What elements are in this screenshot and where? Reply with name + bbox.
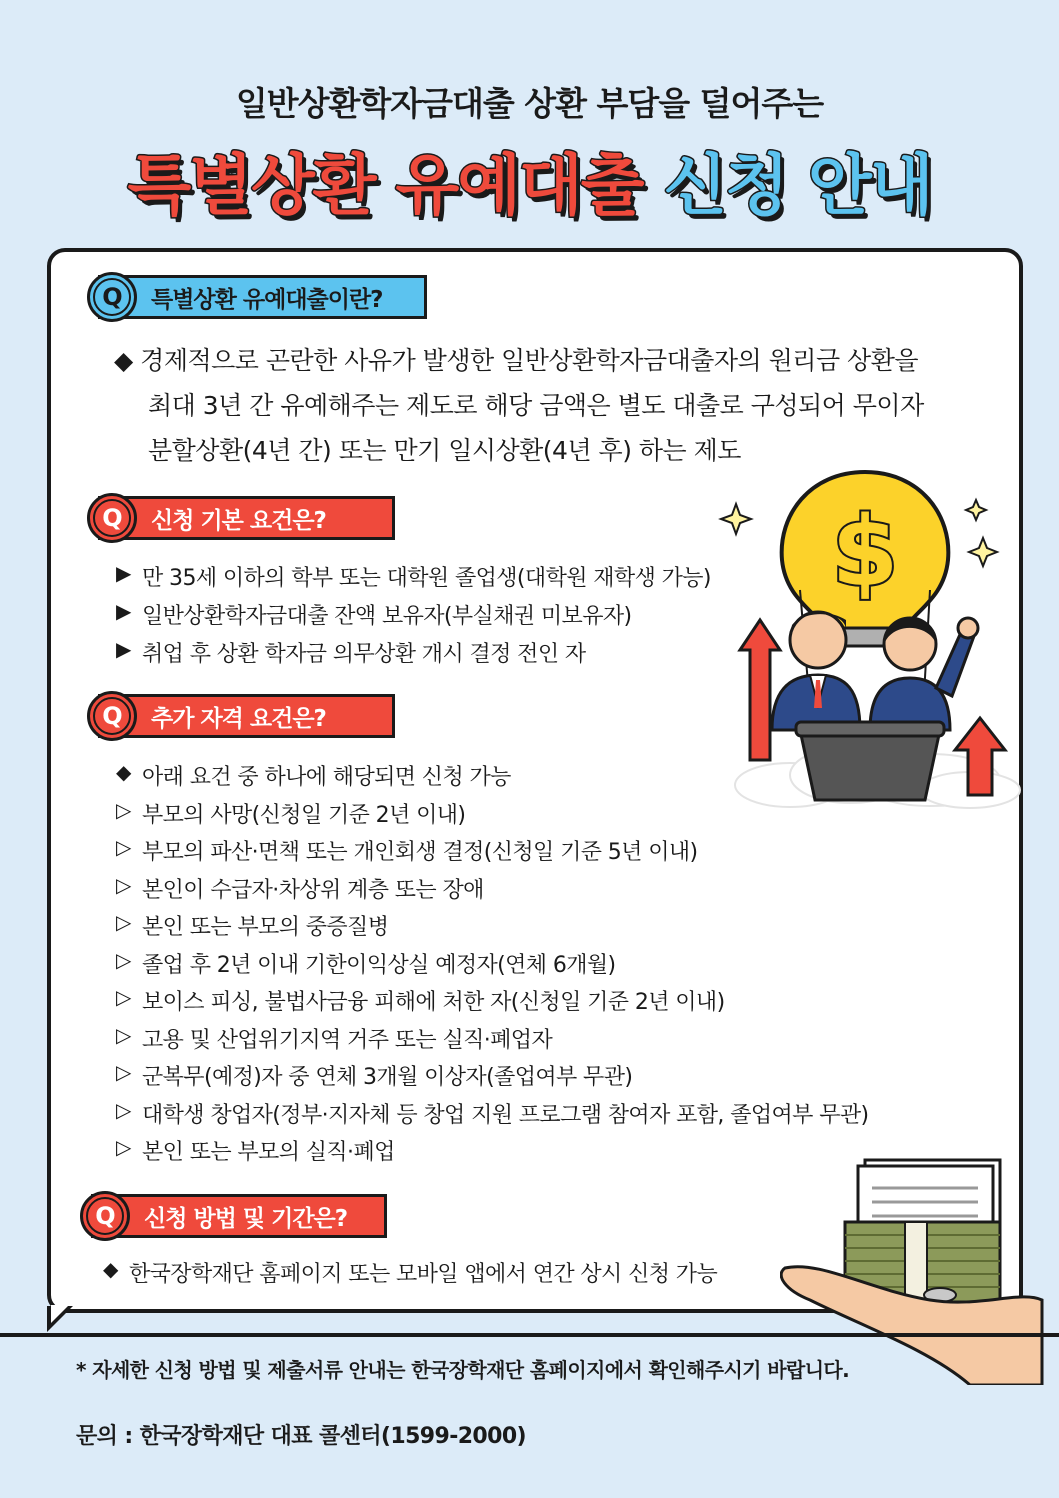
question-badge-4	[91, 1194, 387, 1238]
list-item	[116, 1060, 869, 1098]
item-text: 부모의 사망(신청일 기준 2년 이내)	[142, 802, 466, 828]
item-text: 본인이 수급자·차상위 계층 또는 장애	[142, 877, 484, 903]
bullet-icon: ◆	[103, 1257, 118, 1281]
definition-line: ◆ 경제적으로 곤란한 사유가 발생한 일반상환학자금대출자의 원리금 상환을	[114, 346, 919, 375]
q-letter: Q	[93, 697, 131, 735]
additional-requirements-list	[116, 760, 869, 1173]
method-text: 한국장학재단 홈페이지 또는 모바일 앱에서 연간 상시 신청 가능	[129, 1262, 718, 1287]
item-text: 고용 및 산업위기지역 거주 또는 실직·폐업자	[142, 1027, 553, 1053]
question-text: 신청 방법 및 기간은?	[144, 1205, 348, 1232]
list-item	[116, 637, 711, 675]
question-badge-3	[98, 694, 395, 738]
item-text: 일반상환학자금대출 잔액 보유자(부실채권 미보유자)	[142, 604, 632, 629]
bullet-icon: ▷	[116, 910, 131, 934]
title-blue-part: 신청 안내	[663, 147, 932, 224]
balloon-illustration	[700, 460, 1030, 820]
definition-text	[114, 338, 924, 473]
bullet-icon: ▶	[116, 599, 131, 623]
question-badge-1	[98, 275, 427, 319]
item-text: 졸업 후 2년 이내 기한이익상실 예정자(연체 6개월)	[142, 952, 616, 978]
q-letter: Q	[93, 499, 131, 537]
item-text: 대학생 창업자(정부·지자체 등 창업 지원 프로그램 참여자 포함, 졸업여부 무관)	[142, 1102, 869, 1128]
bullet-icon: ▷	[116, 1060, 131, 1084]
item-text: 보이스 피싱, 불법사금융 피해에 처한 자(신청일 기준 2년 이내)	[142, 990, 725, 1015]
sparkle-icon	[721, 504, 751, 534]
bullet-icon: ▶	[116, 561, 131, 585]
bullet-icon: ▷	[116, 835, 131, 859]
bullet-icon: ▷	[116, 797, 131, 822]
list-item	[116, 948, 869, 986]
q-icon	[87, 691, 137, 741]
basket-icon	[800, 730, 940, 800]
item-text: 군복무(예정)자 중 연체 3개월 이상자(졸업여부 무관)	[142, 1065, 633, 1090]
q-letter: Q	[86, 1197, 124, 1235]
item-text: 아래 요건 중 하나에 해당되면 신청 가능	[142, 765, 511, 790]
header-subtitle: 일반상환학자금대출 상환 부담을 덜어주는	[235, 84, 824, 123]
list-item	[116, 1098, 869, 1136]
q-icon	[87, 272, 137, 322]
arrow-up-icon	[740, 620, 780, 760]
bullet-icon: ▷	[116, 1022, 131, 1047]
page-title	[0, 132, 1059, 227]
question-badge-2	[98, 496, 395, 540]
bullet-icon: ▷	[116, 872, 131, 897]
bullet-icon: ▷	[116, 947, 131, 972]
bullet-icon: ▷	[116, 1135, 131, 1159]
q-icon	[87, 493, 137, 543]
application-method	[103, 1257, 717, 1288]
bullet-icon: ▷	[116, 1097, 131, 1122]
item-text: 만 35세 이하의 학부 또는 대학원 졸업생(대학원 재학생 가능)	[142, 566, 711, 591]
q-letter: Q	[93, 278, 131, 316]
question-text: 특별상환 유예대출이란?	[151, 286, 383, 313]
businesswoman-icon	[870, 618, 978, 730]
definition-line: 분할상환(4년 간) 또는 만기 일시상환(4년 후) 하는 제도	[148, 436, 741, 465]
definition-line: 최대 3년 간 유예해주는 제도로 해당 금액은 별도 대출로 구성되어 무이자	[148, 391, 924, 420]
list-item	[116, 985, 869, 1023]
list-item	[116, 1135, 869, 1173]
item-text: 본인 또는 부모의 실직·폐업	[142, 1140, 395, 1165]
list-item	[116, 910, 869, 948]
bullet-icon: ▷	[116, 985, 131, 1009]
footer-divider	[0, 1333, 1059, 1337]
sparkle-icon	[966, 500, 986, 520]
basic-requirements-list	[116, 561, 711, 675]
item-text: 취업 후 상환 학자금 의무상환 개시 결정 전인 자	[142, 642, 586, 667]
question-text: 신청 기본 요건은?	[151, 507, 326, 534]
footer-note: * 자세한 신청 방법 및 제출서류 안내는 한국장학재단 홈페이지에서 확인해주시기 바랍니다.	[76, 1358, 850, 1382]
dollar-icon: $	[831, 496, 899, 608]
bullet-icon: ◆	[116, 760, 131, 784]
bullet-icon: ▶	[116, 637, 131, 661]
list-item	[116, 1023, 869, 1061]
list-item	[116, 873, 869, 911]
money-hand-illustration	[780, 1150, 1055, 1385]
list-item	[116, 835, 869, 873]
item-text: 부모의 파산·면책 또는 개인회생 결정(신청일 기준 5년 이내)	[142, 840, 698, 865]
sparkle-icon	[969, 538, 997, 566]
contact-info: 문의 : 한국장학재단 대표 콜센터(1599-2000)	[76, 1424, 527, 1449]
q-icon	[80, 1191, 130, 1241]
question-text: 추가 자격 요건은?	[151, 705, 326, 732]
item-text: 본인 또는 부모의 중증질병	[142, 915, 389, 940]
speech-tail-inner	[51, 1305, 69, 1323]
title-red-part: 특별상환 유예대출	[127, 147, 643, 224]
list-item	[116, 561, 711, 599]
list-item	[116, 599, 711, 637]
